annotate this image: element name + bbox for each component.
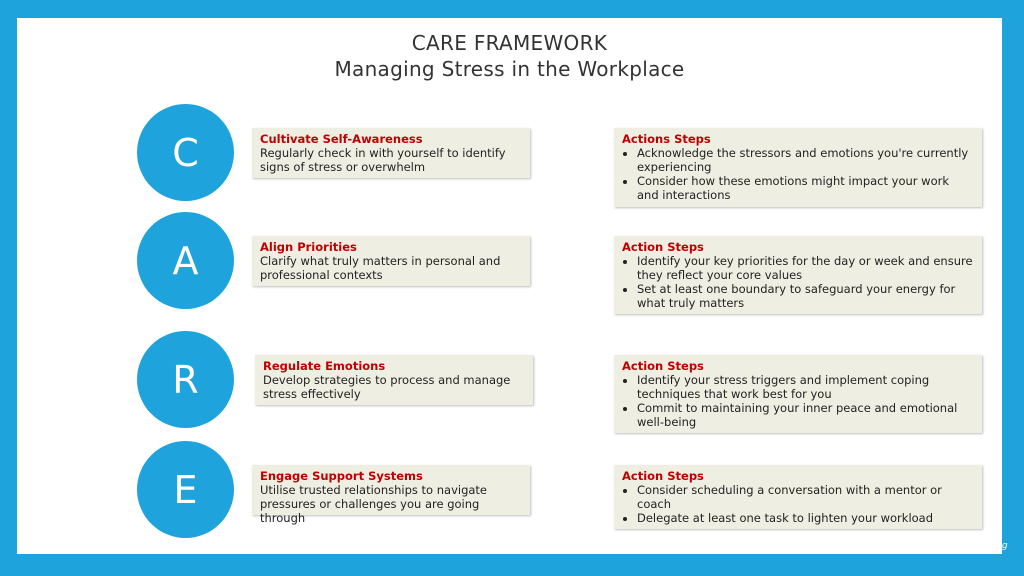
definition-heading: Cultivate Self-Awareness (260, 132, 423, 146)
action-item: • Identify your stress triggers and implement coping techniques that work best for you (637, 373, 974, 401)
definition-text: Regularly check in with yourself to identify signs of stress or overwhelm (260, 146, 506, 174)
action-item: • Commit to maintaining your inner peace and emotional well-being (637, 401, 974, 429)
definition-heading: Regulate Emotions (263, 359, 386, 373)
footer-copyright: © EMJ COACHING: A safe space for career, leadership and life coaching (686, 541, 1008, 551)
definition-heading: Align Priorities (260, 240, 357, 254)
definition-box-c (252, 128, 530, 178)
actions-heading: Action Steps (622, 469, 704, 483)
action-item: • Acknowledge the stressors and emotions you're currently experiencing (637, 146, 974, 174)
action-item: • Consider how these emotions might impact your work and interactions (637, 174, 974, 202)
definition-box-r (255, 355, 533, 405)
definition-text: Develop strategies to process and manage stress effectively (263, 373, 511, 401)
page-title (17, 30, 1002, 82)
title-line-2: Managing Stress in the Workplace (334, 57, 685, 81)
letter-circle-a: A (137, 212, 234, 309)
slide (17, 18, 1002, 554)
definition-box-e (252, 465, 530, 525)
actions-heading: Actions Steps (622, 132, 711, 146)
actions-box-a (614, 236, 982, 314)
definition-heading: Engage Support Systems (260, 469, 423, 483)
actions-box-c (614, 128, 982, 207)
action-item: • Set at least one boundary to safeguard your energy for what truly matters (637, 282, 974, 310)
actions-heading: Action Steps (622, 359, 704, 373)
actions-heading: Action Steps (622, 240, 704, 254)
definition-text: Utilise trusted relationships to navigate pressures or challenges you are going through (260, 483, 488, 525)
definition-box-a (252, 236, 530, 286)
letter-circle-c: C (137, 104, 234, 201)
action-item: • Delegate at least one task to lighten your workload (637, 511, 974, 525)
definition-text: Clarify what truly matters in personal and professional contexts (260, 254, 501, 282)
actions-box-r (614, 355, 982, 433)
action-item: • Consider scheduling a conversation with a mentor or coach (637, 483, 974, 511)
letter-circle-r: R (137, 331, 234, 428)
title-line-1: CARE FRAMEWORK (411, 31, 608, 55)
letter-circle-e: E (137, 441, 234, 538)
action-item: • Identify your key priorities for the day or week and ensure they reflect your core values (637, 254, 974, 282)
actions-box-e (614, 465, 982, 529)
